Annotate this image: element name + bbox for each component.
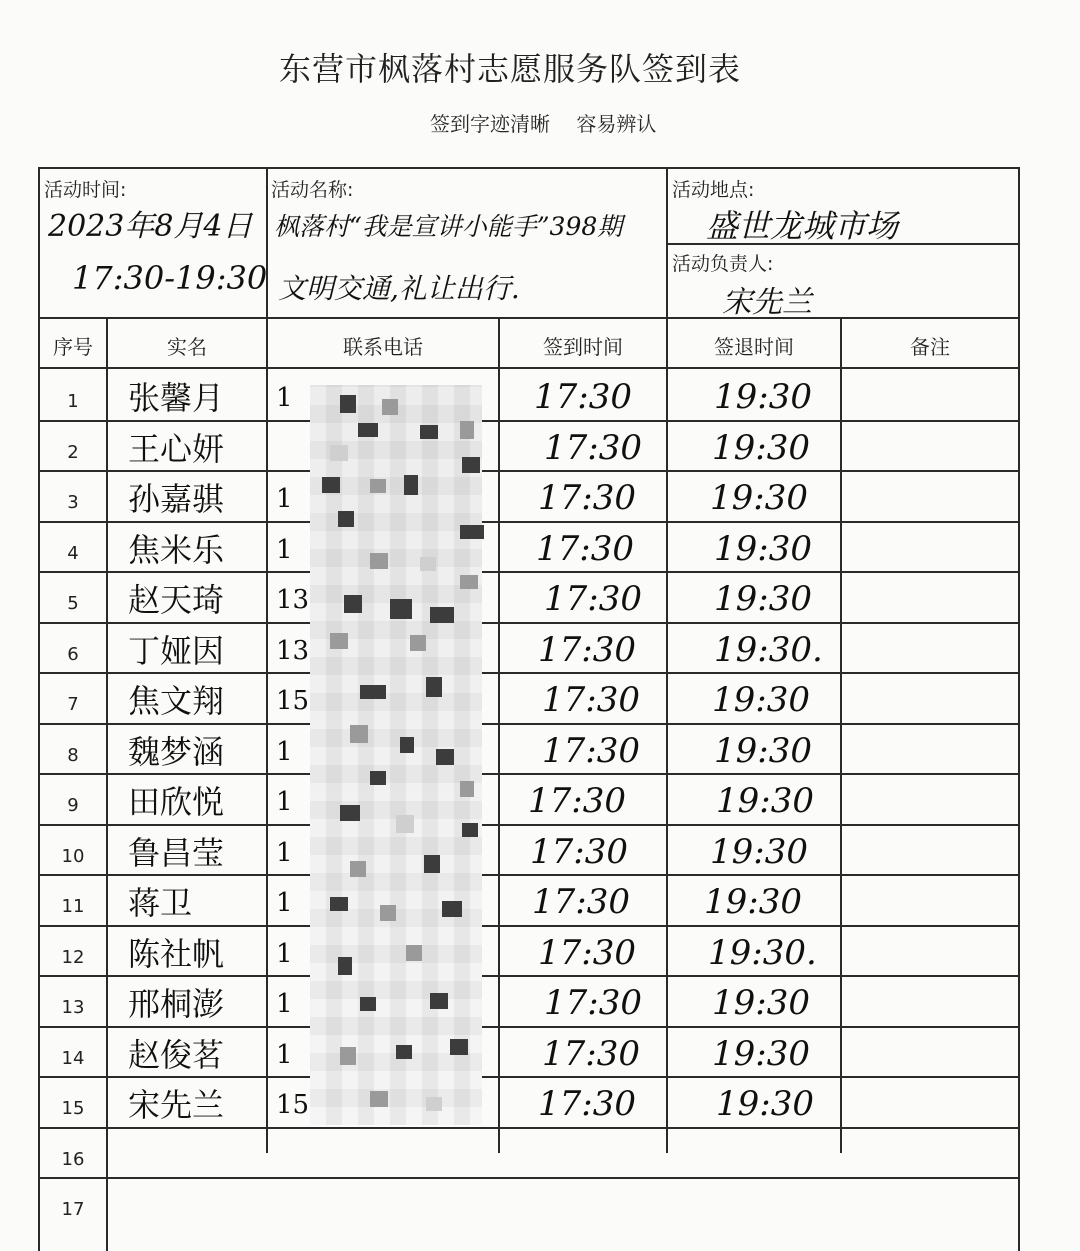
info-divider-1 — [266, 167, 268, 1153]
row-name: 王心妍 — [128, 429, 225, 468]
location-label: 活动地点: — [672, 179, 755, 201]
header-phone: 联系电话 — [343, 335, 423, 359]
row-phone: 1 — [276, 837, 293, 868]
row-divider — [38, 571, 1020, 573]
row-phone: 1 — [276, 736, 293, 767]
row-checkout-time: 19:30 — [712, 427, 810, 468]
row-checkin-time: 17:30 — [538, 629, 636, 670]
row-divider — [38, 521, 1020, 523]
header-no: 序号 — [53, 335, 93, 359]
border-top — [38, 167, 1020, 169]
row-checkout-time: 19:30 — [716, 1084, 814, 1124]
header-remarks: 备注 — [910, 335, 950, 359]
row-checkin-time: 17:30 — [542, 680, 640, 720]
row-divider — [38, 824, 1020, 826]
row-number: 5 — [67, 593, 79, 614]
activity-name-line1: 枫落村“我是宣讲小能手”398期 — [274, 212, 623, 241]
row-name: 宋先兰 — [128, 1086, 225, 1124]
row-checkout-time: 19:30 — [716, 781, 814, 821]
row-phone: 15 — [276, 686, 310, 716]
row-checkin-time: 17:30 — [538, 1084, 636, 1124]
leader-label: 活动负责人: — [672, 253, 774, 275]
row-number: 12 — [61, 946, 85, 968]
row-checkout-time: 19:30 — [712, 1033, 810, 1074]
row-checkout-time: 19:30 — [714, 528, 812, 569]
row-checkout-time: 19:30 — [712, 680, 810, 720]
row-number: 6 — [67, 643, 79, 665]
row-phone: 13 — [276, 635, 310, 666]
row-name: 焦文翔 — [128, 682, 225, 720]
row-name: 孙嘉骐 — [128, 480, 225, 518]
row-checkout-time: 19:30 — [714, 579, 812, 619]
row-number: 2 — [67, 441, 79, 463]
row-divider — [38, 1076, 1020, 1078]
row-divider — [38, 1127, 1020, 1129]
row-divider — [38, 874, 1020, 876]
row-number: 11 — [61, 896, 85, 917]
row-checkout-time: 19:30 — [710, 478, 808, 518]
row-divider — [38, 420, 1020, 422]
header-name: 实名 — [167, 335, 207, 359]
row-checkout-time: 19:30 — [704, 882, 802, 922]
row-name: 赵俊茗 — [128, 1035, 225, 1074]
row-number: 9 — [67, 795, 79, 816]
row-phone: 1 — [276, 787, 293, 817]
row-phone: 1 — [276, 484, 293, 514]
row-divider — [38, 773, 1020, 775]
row-checkout-time: 19:30 — [714, 377, 812, 417]
activity-name-label: 活动名称: — [271, 179, 354, 201]
header-checkout: 签退时间 — [714, 335, 794, 359]
border-right — [1018, 167, 1020, 1251]
row-divider — [38, 622, 1020, 624]
row-checkin-time: 17:30 — [534, 377, 632, 417]
info-bottom — [38, 317, 1020, 319]
row-checkin-time: 17:30 — [532, 882, 630, 922]
time-label: 活动时间: — [44, 179, 127, 201]
row-checkin-time: 17:30 — [536, 528, 634, 569]
activity-name-line2: 文明交通,礼让出行. — [278, 272, 520, 305]
row-divider — [38, 672, 1020, 674]
row-phone: 15 — [276, 1090, 310, 1120]
row-divider — [38, 723, 1020, 725]
row-checkin-time: 17:30 — [542, 1033, 640, 1074]
row-number: 15 — [61, 1098, 85, 1119]
row-name: 张馨月 — [128, 379, 225, 417]
row-phone: 13 — [276, 585, 310, 615]
row-phone: 1 — [276, 989, 293, 1019]
row-phone: 1 — [276, 938, 293, 969]
header-checkin: 签到时间 — [543, 335, 623, 359]
row-divider — [38, 975, 1020, 977]
row-divider — [38, 470, 1020, 472]
row-number: 7 — [67, 694, 79, 715]
row-divider — [38, 1026, 1020, 1028]
row-number: 10 — [61, 845, 85, 867]
row-number: 1 — [67, 391, 79, 412]
row-name: 田欣悦 — [128, 783, 225, 821]
row-number: 14 — [61, 1047, 85, 1069]
row-name: 魏梦涵 — [128, 732, 225, 771]
row-checkout-time: 19:30 — [714, 730, 812, 771]
header-bottom — [38, 367, 1020, 369]
row-checkin-time: 17:30 — [544, 579, 642, 619]
row-checkout-time: 19:30 — [712, 983, 810, 1023]
row-checkin-time: 17:30 — [544, 983, 642, 1023]
row-name: 邢桐澎 — [128, 985, 225, 1023]
row-number: 16 — [61, 1148, 85, 1170]
row-checkin-time: 17:30 — [544, 427, 642, 468]
row-phone: 1 — [276, 534, 293, 565]
row-name: 丁娅因 — [128, 631, 225, 670]
row-name: 鲁昌莹 — [128, 833, 225, 872]
row-divider — [38, 925, 1020, 927]
time-range: 17:30-19:30 — [72, 259, 268, 297]
row-phone: 1 — [276, 383, 293, 413]
row-number: 13 — [61, 997, 85, 1018]
row-name: 赵天琦 — [128, 581, 225, 619]
row-checkin-time: 17:30 — [538, 478, 636, 518]
sheet-title: 东营市枫落村志愿服务队签到表 — [278, 50, 741, 88]
sheet-subtitle: 签到字迹清晰 容易辨认 — [430, 112, 657, 136]
row-number: 17 — [61, 1199, 85, 1220]
col-divider-out — [840, 317, 842, 1153]
row-name: 焦米乐 — [128, 530, 225, 569]
col-divider-phone — [498, 317, 500, 1153]
row-checkin-time: 17:30 — [530, 831, 628, 872]
time-date: 2023年8月4日 — [48, 209, 253, 244]
row-phone: 1 — [276, 888, 293, 918]
row-number: 8 — [67, 744, 79, 766]
row-name: 陈社帆 — [128, 934, 225, 973]
row-checkout-time: 19:30. — [708, 932, 817, 973]
signin-sheet — [38, 167, 1020, 1251]
row-divider — [38, 1177, 1020, 1179]
row-checkin-time: 17:30 — [542, 730, 640, 771]
row-number: 3 — [67, 492, 79, 513]
row-checkout-time: 19:30. — [714, 629, 823, 670]
phone-privacy-mosaic — [310, 385, 482, 1125]
row-checkout-time: 19:30 — [710, 831, 808, 872]
row-name: 蒋卫 — [128, 884, 193, 922]
leader-value: 宋先兰 — [722, 285, 812, 320]
row-phone: 1 — [276, 1039, 293, 1070]
row-checkin-time: 17:30 — [528, 781, 626, 821]
location-value: 盛世龙城市场 — [706, 207, 899, 245]
row-checkin-time: 17:30 — [538, 932, 636, 973]
info-divider-2 — [666, 167, 668, 1153]
row-number: 4 — [67, 542, 79, 564]
